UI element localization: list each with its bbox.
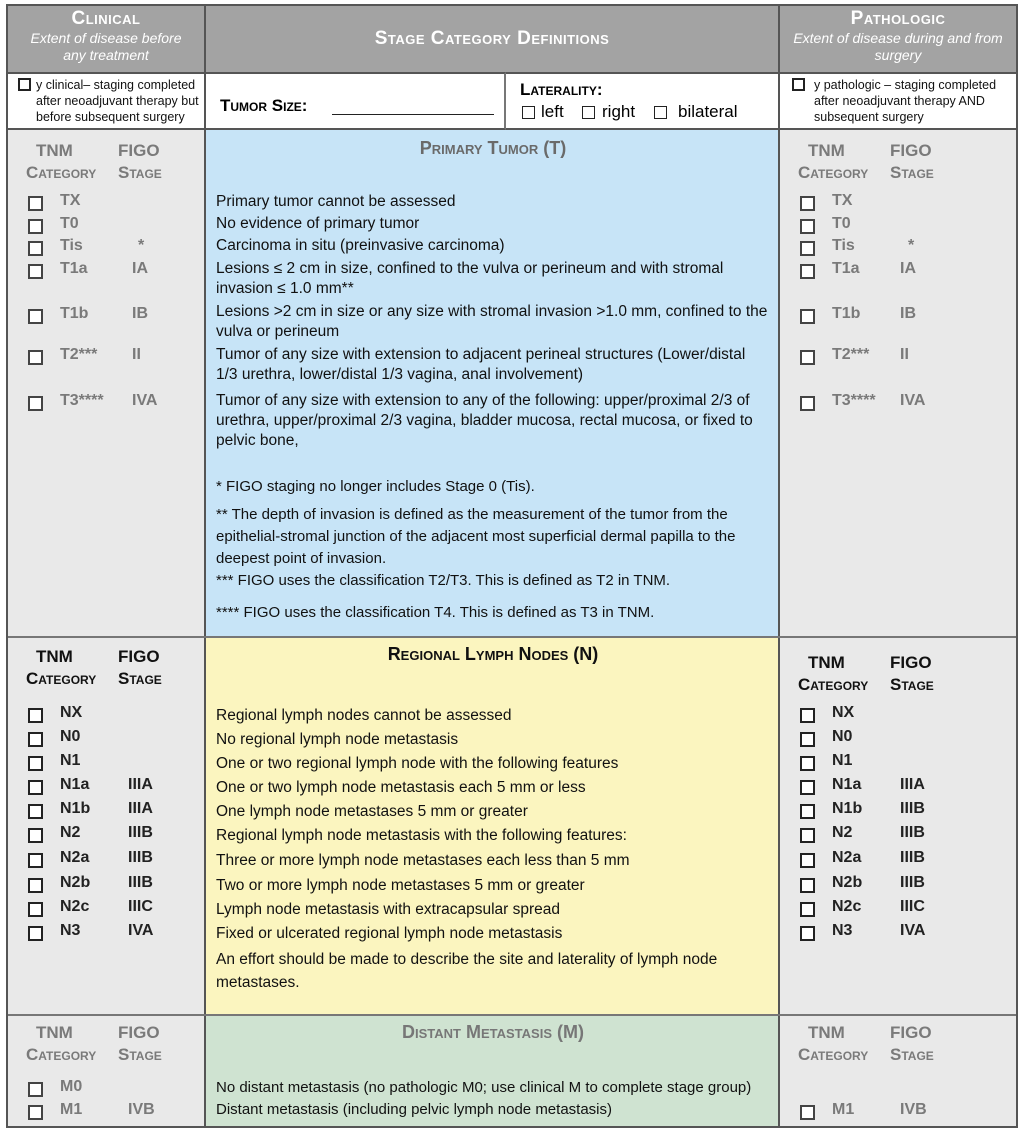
nodes-pathologic-stage: IIIA bbox=[900, 776, 925, 793]
primary-pathologic-category: T3**** bbox=[832, 392, 876, 409]
nodes-pathologic-category: N3 bbox=[832, 922, 853, 939]
nodes-pathologic-category: N2c bbox=[832, 898, 862, 915]
nodes-clinical-checkbox[interactable] bbox=[28, 878, 43, 893]
primary-pathologic-checkbox[interactable] bbox=[800, 264, 815, 279]
primary-definitions-column bbox=[206, 130, 780, 638]
primary-clinical-checkbox[interactable] bbox=[28, 396, 43, 411]
primary-clinical-category: T1b bbox=[60, 305, 89, 322]
nodes-clinical-stage: IIIB bbox=[128, 824, 153, 841]
nodes-clinical-checkbox[interactable] bbox=[28, 828, 43, 843]
distant-clinical-checkbox[interactable] bbox=[28, 1082, 43, 1097]
primary-clinical-category: T1a bbox=[60, 260, 88, 277]
nodes-pathologic-category: N2b bbox=[832, 874, 863, 891]
primary-clinical-checkbox[interactable] bbox=[28, 196, 43, 211]
nodes-clinical-category: N2a bbox=[60, 849, 90, 866]
pathologic-subtitle: Extent of disease during and from surgery bbox=[793, 30, 1003, 63]
primary-definition: Lesions ≤ 2 cm in size, confined to the vulva or perineum and with stromal invasion ≤ 1.0 mm** bbox=[216, 260, 724, 297]
primary-clinical-checkbox[interactable] bbox=[28, 350, 43, 365]
distant-pathologic-stage: IVB bbox=[900, 1101, 927, 1118]
nodes-pathologic-checkbox[interactable] bbox=[800, 853, 815, 868]
primary-tumor-title: Primary Tumor (T) bbox=[419, 138, 567, 158]
nodes-clinical-stage: IIIC bbox=[128, 898, 153, 915]
nodes-definition: Lymph node metastasis with extracapsular spread bbox=[216, 901, 561, 918]
primary-pathologic-checkbox[interactable] bbox=[800, 396, 815, 411]
clinical-y-staging-checkbox[interactable] bbox=[18, 78, 31, 91]
primary-pathologic-category: T0 bbox=[832, 215, 851, 232]
nodes-clinical-checkbox[interactable] bbox=[28, 853, 43, 868]
nodes-clinical-category: N2b bbox=[60, 874, 91, 891]
nodes-clinical-checkbox[interactable] bbox=[28, 804, 43, 819]
primary-clinical-category: TX bbox=[60, 192, 81, 209]
nodes-clinical-stage: IIIA bbox=[128, 800, 153, 817]
nodes-pathologic-checkbox[interactable] bbox=[800, 828, 815, 843]
clinical-subtitle: Extent of disease before any treatment bbox=[30, 30, 182, 63]
primary-pathologic-category: Tis bbox=[832, 237, 855, 254]
pathologic-title: Pathologic bbox=[850, 8, 946, 29]
nodes-pathologic-stage: IIIB bbox=[900, 874, 925, 891]
clinical-header bbox=[8, 6, 206, 72]
pathologic-y-staging-checkbox[interactable] bbox=[792, 78, 805, 91]
distant-pathologic-stage-header: Stage bbox=[890, 1045, 934, 1064]
distant-clinical-checkbox[interactable] bbox=[28, 1105, 43, 1120]
tumor-size-label: Tumor Size: bbox=[220, 96, 308, 115]
laterality-left-checkbox[interactable] bbox=[522, 106, 535, 119]
nodes-clinical-category: N2 bbox=[60, 824, 81, 841]
primary-clinical-category: T3**** bbox=[60, 392, 104, 409]
distant-clinical-column bbox=[8, 1016, 206, 1126]
primary-pathologic-figo-header: FIGO bbox=[890, 141, 932, 160]
distant-clinical-category: M0 bbox=[60, 1078, 83, 1095]
nodes-pathologic-stage-header: Stage bbox=[890, 675, 934, 694]
primary-clinical-checkbox[interactable] bbox=[28, 264, 43, 279]
nodes-pathologic-checkbox[interactable] bbox=[800, 708, 815, 723]
clinical-y-staging-cell bbox=[8, 72, 206, 130]
pathologic-y-staging-cell bbox=[780, 72, 1016, 130]
nodes-clinical-figo-header: FIGO bbox=[118, 647, 160, 666]
primary-pathologic-category: T2*** bbox=[832, 346, 870, 363]
nodes-clinical-category: N1 bbox=[60, 752, 81, 769]
primary-pathologic-category: TX bbox=[832, 192, 853, 209]
nodes-clinical-category: N2c bbox=[60, 898, 90, 915]
nodes-definition: No regional lymph node metastasis bbox=[216, 731, 459, 748]
distant-pathologic-checkbox[interactable] bbox=[800, 1105, 815, 1120]
primary-definition: No evidence of primary tumor bbox=[216, 215, 420, 232]
nodes-pathologic-category-header: Category bbox=[798, 675, 869, 694]
distant-clinical-tnm-header: TNM bbox=[36, 1023, 73, 1042]
primary-definition: Tumor of any size with extension to adjacent perineal structures (Lower/distal 1/3 urethra, lower/distal 1/3 vagina, anal involvement) bbox=[216, 346, 746, 383]
nodes-clinical-stage: IVA bbox=[128, 922, 154, 939]
primary-definition: Tumor of any size with extension to any of the following: upper/proximal 2/3 of urethra, upper/proximal 2/3 vagina, bladder mucosa, rectal mucosa, or fixed to pelvic bone, bbox=[216, 392, 753, 449]
distant-metastasis-title: Distant Metastasis (M) bbox=[402, 1022, 584, 1042]
nodes-pathologic-checkbox[interactable] bbox=[800, 804, 815, 819]
primary-pathologic-column bbox=[780, 130, 1016, 638]
nodes-pathologic-category: NX bbox=[832, 704, 855, 721]
nodes-definition: Two or more lymph node metastases 5 mm or greater bbox=[216, 877, 585, 894]
clinical-y-staging-note: y clinical– staging completed after neoadjuvant therapy but before subsequent surgery bbox=[36, 78, 199, 124]
primary-clinical-checkbox[interactable] bbox=[28, 241, 43, 256]
primary-footnote: * FIGO staging no longer includes Stage 0 (Tis). bbox=[216, 478, 535, 495]
primary-clinical-stage: II bbox=[132, 346, 141, 363]
tumor-size-cell bbox=[206, 72, 506, 130]
nodes-clinical-column bbox=[8, 638, 206, 1016]
nodes-pathologic-category: N2 bbox=[832, 824, 853, 841]
primary-pathologic-stage: IVA bbox=[900, 392, 926, 409]
nodes-clinical-stage-header: Stage bbox=[118, 669, 162, 688]
stage-definitions-header bbox=[206, 6, 780, 72]
distant-pathologic-figo-header: FIGO bbox=[890, 1023, 932, 1042]
nodes-clinical-category: N0 bbox=[60, 728, 81, 745]
nodes-clinical-checkbox[interactable] bbox=[28, 926, 43, 941]
nodes-clinical-category: NX bbox=[60, 704, 83, 721]
distant-pathologic-tnm-header: TNM bbox=[808, 1023, 845, 1042]
nodes-clinical-stage: IIIB bbox=[128, 874, 153, 891]
primary-clinical-checkbox[interactable] bbox=[28, 219, 43, 234]
nodes-definition: Regional lymph nodes cannot be assessed bbox=[216, 707, 512, 724]
nodes-definition: Regional lymph node metastasis with the following features: bbox=[216, 827, 627, 844]
nodes-definitions-column bbox=[206, 638, 780, 1016]
clinical-title: Clinical bbox=[71, 8, 141, 29]
nodes-pathologic-category: N1b bbox=[832, 800, 863, 817]
primary-pathologic-checkbox[interactable] bbox=[800, 309, 815, 324]
nodes-clinical-checkbox[interactable] bbox=[28, 902, 43, 917]
primary-clinical-category: T0 bbox=[60, 215, 79, 232]
laterality-left-label: left bbox=[541, 102, 564, 121]
nodes-definition: Three or more lymph node metastases each less than 5 mm bbox=[216, 852, 630, 869]
primary-definition: Lesions >2 cm in size or any size with stromal invasion >1.0 mm, confined to the vulva or perineum bbox=[216, 303, 768, 340]
primary-pathologic-category: T1a bbox=[832, 260, 860, 277]
distant-pathologic-category: M1 bbox=[832, 1101, 855, 1118]
nodes-pathologic-column bbox=[780, 638, 1016, 1016]
nodes-pathologic-figo-header: FIGO bbox=[890, 653, 932, 672]
laterality-right-checkbox[interactable] bbox=[582, 106, 595, 119]
regional-lymph-nodes-title: Regional Lymph Nodes (N) bbox=[387, 644, 599, 664]
laterality-cell bbox=[506, 72, 780, 130]
nodes-clinical-category: N3 bbox=[60, 922, 81, 939]
laterality-bilateral-label: bilateral bbox=[678, 102, 738, 121]
nodes-pathologic-stage: IIIB bbox=[900, 800, 925, 817]
nodes-pathologic-checkbox[interactable] bbox=[800, 878, 815, 893]
distant-clinical-stage-header: Stage bbox=[118, 1045, 162, 1064]
primary-clinical-tnm-header: TNM bbox=[36, 141, 73, 160]
primary-clinical-checkbox[interactable] bbox=[28, 309, 43, 324]
nodes-pathologic-tnm-header: TNM bbox=[808, 653, 845, 672]
nodes-pathologic-category: N1a bbox=[832, 776, 862, 793]
nodes-pathologic-checkbox[interactable] bbox=[800, 902, 815, 917]
nodes-pathologic-checkbox[interactable] bbox=[800, 780, 815, 795]
distant-definitions-column bbox=[206, 1016, 780, 1126]
primary-clinical-stage: IA bbox=[132, 260, 148, 277]
nodes-clinical-checkbox[interactable] bbox=[28, 708, 43, 723]
nodes-clinical-checkbox[interactable] bbox=[28, 780, 43, 795]
nodes-clinical-stage: IIIA bbox=[128, 776, 153, 793]
primary-pathologic-stage: IB bbox=[900, 305, 916, 322]
primary-clinical-category: T2*** bbox=[60, 346, 98, 363]
nodes-pathologic-checkbox[interactable] bbox=[800, 926, 815, 941]
distant-definition: Distant metastasis (including pelvic lymph node metastasis) bbox=[216, 1101, 612, 1118]
nodes-definition: One or two regional lymph node with the following features bbox=[216, 755, 619, 772]
nodes-pathologic-checkbox[interactable] bbox=[800, 756, 815, 771]
primary-definition: Primary tumor cannot be assessed bbox=[216, 193, 456, 210]
primary-pathologic-category-header: Category bbox=[798, 163, 869, 182]
tumor-size-input[interactable] bbox=[332, 112, 494, 115]
primary-pathologic-stage-header: Stage bbox=[890, 163, 934, 182]
primary-footnote: *** FIGO uses the classification T2/T3. This is defined as T2 in TNM. bbox=[216, 572, 671, 589]
primary-pathologic-stage: IA bbox=[900, 260, 916, 277]
primary-clinical-figo-header: FIGO bbox=[118, 141, 160, 160]
primary-pathologic-checkbox[interactable] bbox=[800, 196, 815, 211]
primary-clinical-stage: IB bbox=[132, 305, 148, 322]
distant-clinical-figo-header: FIGO bbox=[118, 1023, 160, 1042]
nodes-clinical-category: N1a bbox=[60, 776, 90, 793]
nodes-clinical-stage: IIIB bbox=[128, 849, 153, 866]
primary-pathologic-category: T1b bbox=[832, 305, 861, 322]
nodes-clinical-category: N1b bbox=[60, 800, 91, 817]
primary-clinical-category: Tis bbox=[60, 237, 83, 254]
primary-clinical-stage: IVA bbox=[132, 392, 158, 409]
distant-pathologic-column bbox=[780, 1016, 1016, 1126]
nodes-pathologic-category: N2a bbox=[832, 849, 862, 866]
distant-clinical-category: M1 bbox=[60, 1101, 83, 1118]
primary-pathologic-stage: II bbox=[900, 346, 909, 363]
distant-clinical-category-header: Category bbox=[26, 1045, 97, 1064]
primary-clinical-column bbox=[8, 130, 206, 638]
nodes-clinical-checkbox[interactable] bbox=[28, 756, 43, 771]
nodes-clinical-tnm-header: TNM bbox=[36, 647, 73, 666]
nodes-pathologic-stage: IVA bbox=[900, 922, 926, 939]
primary-clinical-category-header: Category bbox=[26, 163, 97, 182]
primary-pathologic-stage: * bbox=[908, 237, 915, 254]
nodes-pathologic-category: N1 bbox=[832, 752, 853, 769]
laterality-right-label: right bbox=[602, 102, 636, 121]
laterality-bilateral-checkbox[interactable] bbox=[654, 106, 667, 119]
nodes-definition: One lymph node metastases 5 mm or greater bbox=[216, 803, 528, 820]
nodes-clinical-checkbox[interactable] bbox=[28, 732, 43, 747]
distant-pathologic-category-header: Category bbox=[798, 1045, 869, 1064]
primary-pathologic-checkbox[interactable] bbox=[800, 241, 815, 256]
pathologic-y-staging-note: y pathologic – staging completed after neoadjuvant therapy AND subsequent surgery bbox=[814, 78, 997, 124]
primary-footnote: **** FIGO uses the classification T4. This is defined as T3 in TNM. bbox=[216, 604, 655, 621]
nodes-pathologic-stage: IIIB bbox=[900, 849, 925, 866]
nodes-definition: One or two lymph node metastasis each 5 mm or less bbox=[216, 779, 586, 796]
primary-pathologic-checkbox[interactable] bbox=[800, 350, 815, 365]
nodes-note: An effort should be made to describe the site and laterality of lymph node metastases. bbox=[216, 951, 718, 991]
primary-footnote: ** The depth of invasion is defined as the measurement of the tumor from the epithelial-stromal junction of the adjacent most superficial dermal papilla to the deepest point of invasion. bbox=[216, 506, 736, 567]
stage-definitions-title: Stage Category Definitions bbox=[374, 28, 610, 49]
nodes-clinical-category-header: Category bbox=[26, 669, 97, 688]
primary-clinical-stage-header: Stage bbox=[118, 163, 162, 182]
primary-pathologic-tnm-header: TNM bbox=[808, 141, 845, 160]
nodes-pathologic-checkbox[interactable] bbox=[800, 732, 815, 747]
primary-clinical-stage: * bbox=[138, 237, 145, 254]
nodes-pathologic-stage: IIIB bbox=[900, 824, 925, 841]
nodes-pathologic-stage: IIIC bbox=[900, 898, 925, 915]
nodes-pathologic-category: N0 bbox=[832, 728, 853, 745]
pathologic-header bbox=[780, 6, 1016, 72]
primary-pathologic-checkbox[interactable] bbox=[800, 219, 815, 234]
distant-definition: No distant metastasis (no pathologic M0; use clinical M to complete stage group) bbox=[216, 1079, 752, 1096]
laterality-label: Laterality: bbox=[520, 80, 603, 99]
distant-clinical-stage: IVB bbox=[128, 1101, 155, 1118]
primary-definition: Carcinoma in situ (preinvasive carcinoma) bbox=[216, 237, 505, 254]
nodes-definition: Fixed or ulcerated regional lymph node metastasis bbox=[216, 925, 563, 942]
